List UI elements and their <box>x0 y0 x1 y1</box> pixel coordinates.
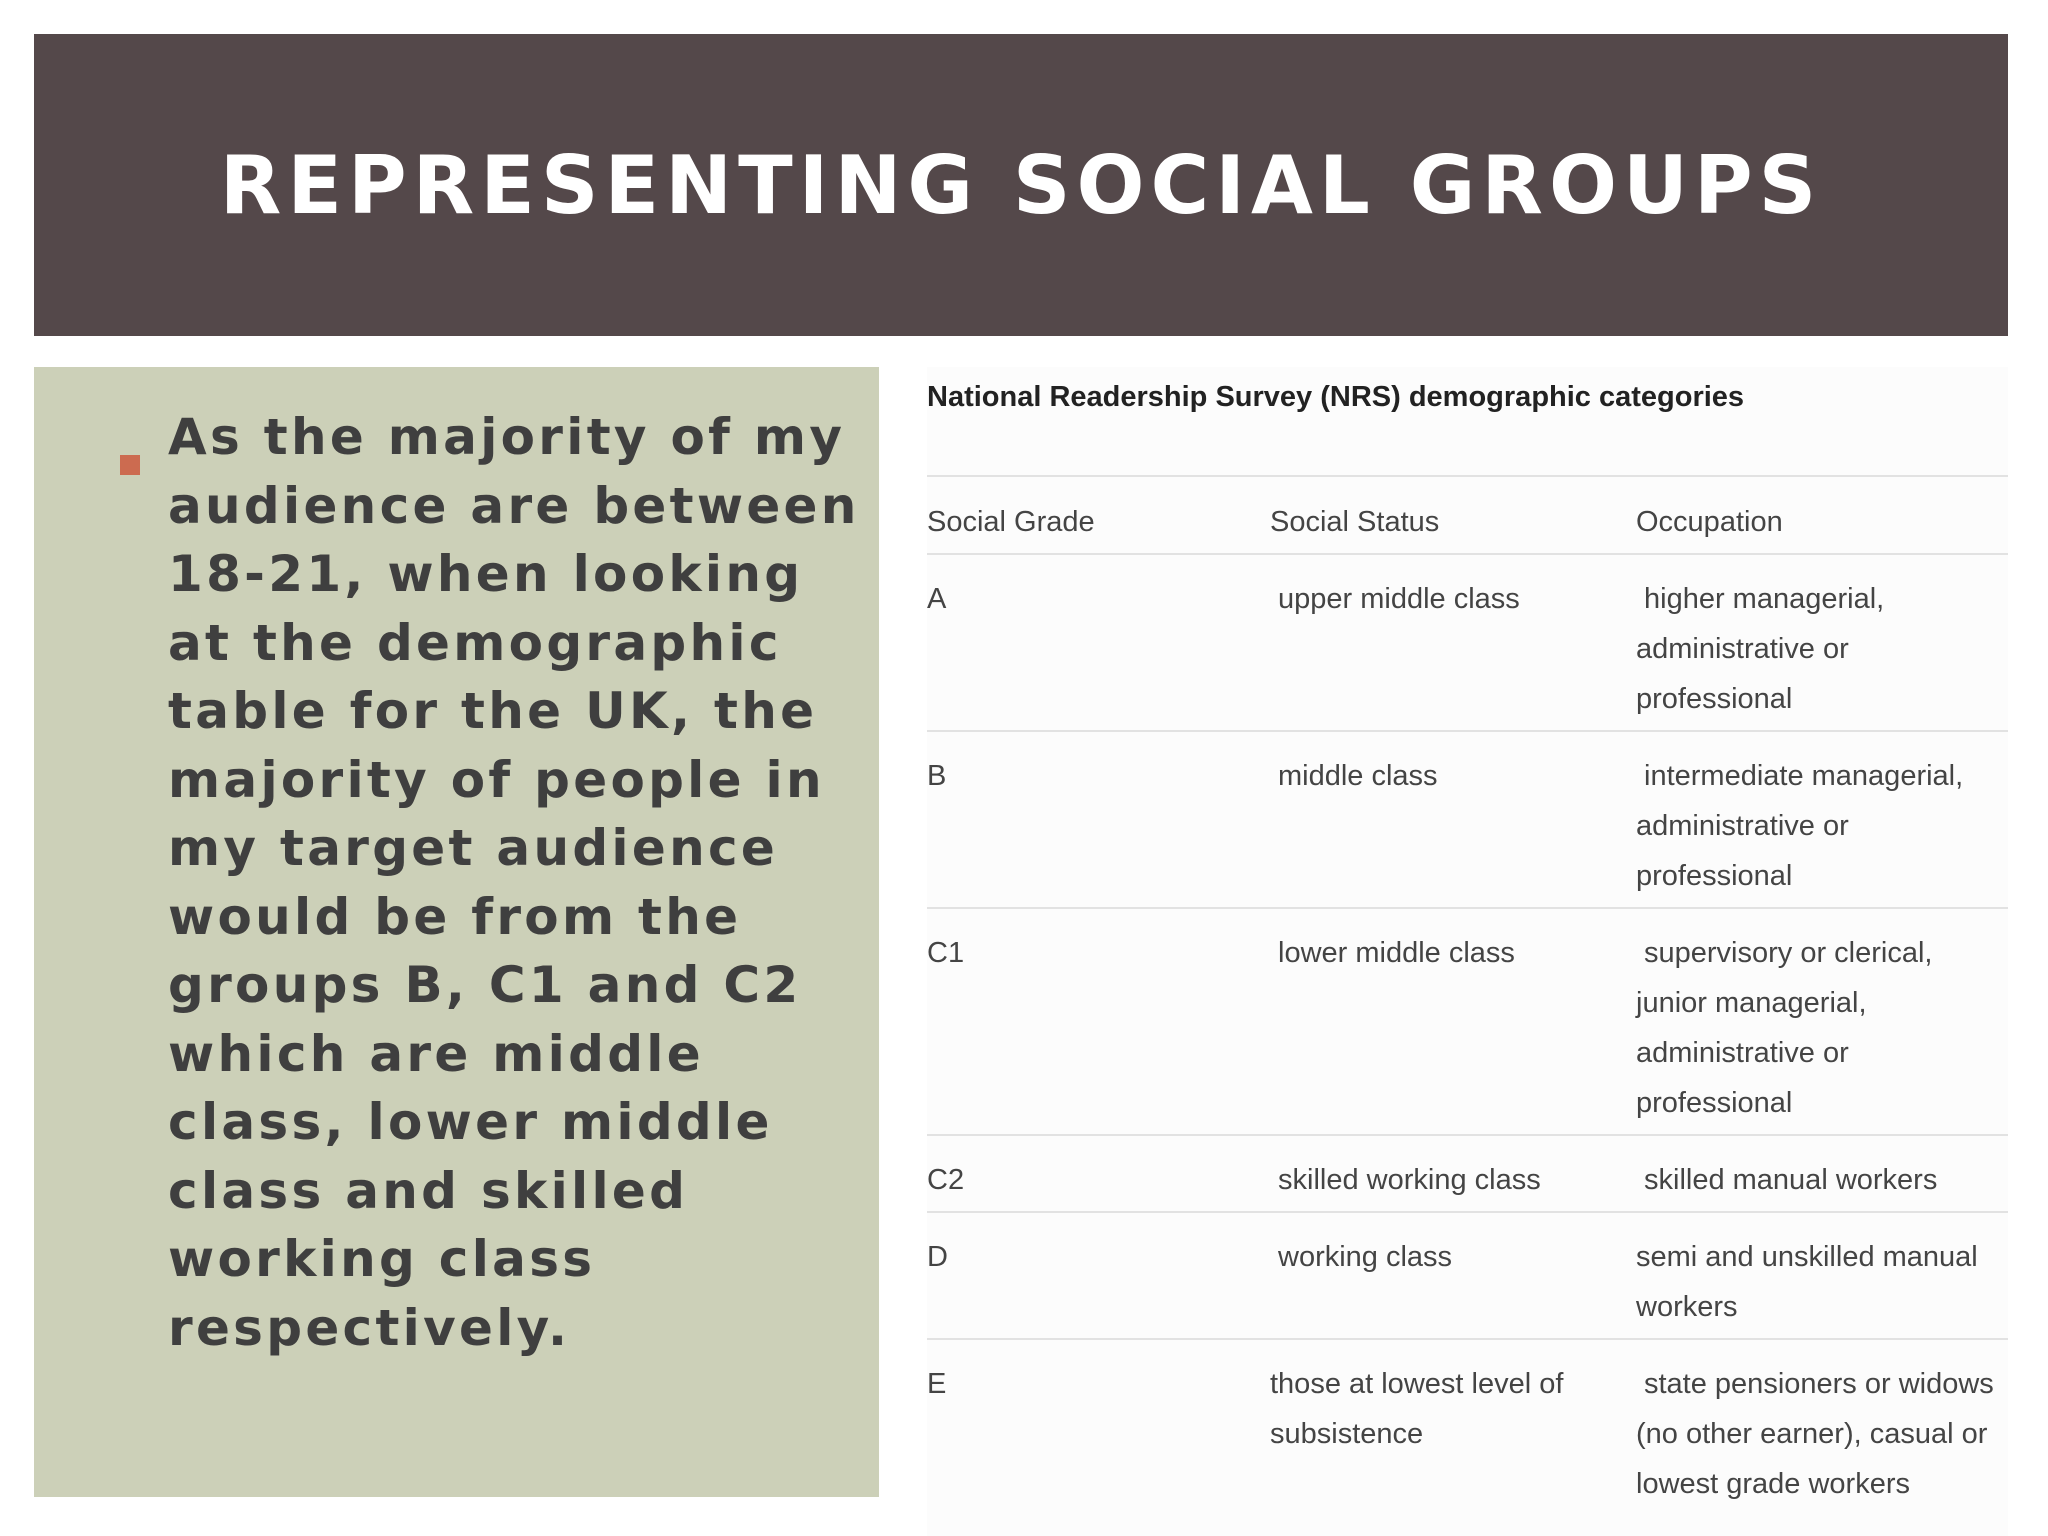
table-row <box>927 731 2008 908</box>
square-bullet-icon <box>120 455 140 475</box>
status-cell: upper middle class <box>1270 554 1636 731</box>
grade-cell: C2 <box>927 1135 1270 1212</box>
bullet-panel <box>34 367 879 1497</box>
slide-title: REPRESENTING SOCIAL GROUPS <box>219 138 1823 232</box>
occupation-cell: skilled manual workers <box>1636 1135 2008 1212</box>
grade-cell: B <box>927 731 1270 908</box>
status-cell: lower middle class <box>1270 908 1636 1135</box>
status-cell: skilled working class <box>1270 1135 1636 1212</box>
status-cell: middle class <box>1270 731 1636 908</box>
title-bar <box>34 34 2008 336</box>
table-header-row <box>927 476 2008 554</box>
table-caption: National Readership Survey (NRS) demographic categories <box>927 381 1745 413</box>
status-cell: those at lowest level of subsistence <box>1270 1339 1636 1515</box>
occupation-cell: intermediate managerial, administrative or professional <box>1636 731 2008 908</box>
header-social-grade: Social Grade <box>927 476 1270 554</box>
grade-cell: D <box>927 1212 1270 1339</box>
status-cell: working class <box>1270 1212 1636 1339</box>
table-row <box>927 1212 2008 1339</box>
occupation-cell: semi and unskilled manual workers <box>1636 1212 2008 1339</box>
header-occupation: Occupation <box>1636 476 2008 554</box>
grade-cell: C1 <box>927 908 1270 1135</box>
occupation-cell: supervisory or clerical, junior managerial, administrative or professional <box>1636 908 2008 1135</box>
bullet-text: As the majority of my audience are between 18-21, when looking at the demographic table for the UK, the majority of people in my target audience would be from the groups B, C1 and C2 which are middle class, lower middle class and skilled working class respectively. <box>168 408 860 1357</box>
demographic-table <box>927 475 2008 1515</box>
table-row <box>927 1135 2008 1212</box>
occupation-cell: state pensioners or widows (no other earner), casual or lowest grade workers <box>1636 1339 2008 1515</box>
table-row <box>927 908 2008 1135</box>
table-image <box>927 367 2008 1536</box>
table-row <box>927 554 2008 731</box>
grade-cell: E <box>927 1339 1270 1515</box>
table-row <box>927 1339 2008 1515</box>
header-social-status: Social Status <box>1270 476 1636 554</box>
grade-cell: A <box>927 554 1270 731</box>
occupation-cell: higher managerial, administrative or professional <box>1636 554 2008 731</box>
